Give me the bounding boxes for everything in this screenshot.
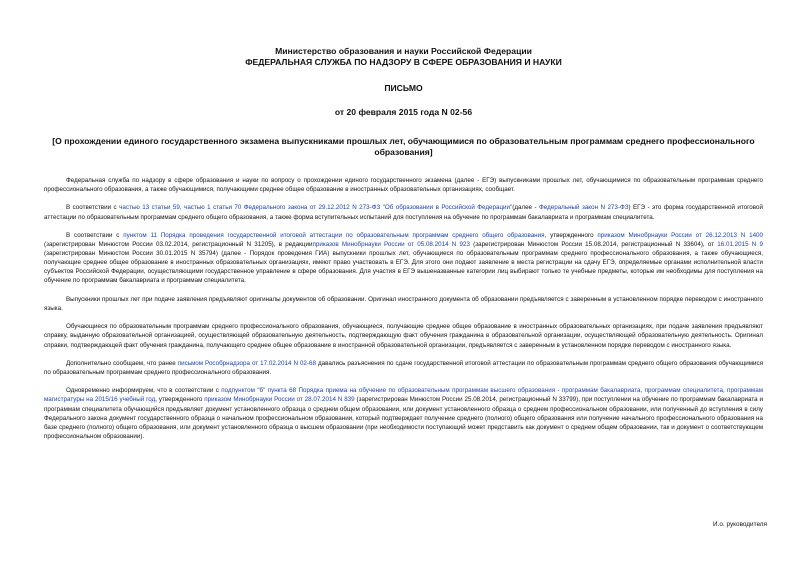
paragraph-text: , утвержденного	[544, 231, 598, 239]
paragraph-text: , утвержденного	[155, 396, 205, 404]
paragraph-text: давались разъяснения по сдаче государственной итоговой аттестации по образовательным программам среднего общего образования обучающимися по образовательным программам среднего профессионального образования.	[44, 359, 763, 376]
paragraph-text: (зарегистрирован Минюстом России 25.08.2014, регистрационный N 33799), при поступлении на обучение по программам бакалавриата и программам специалитета обучающийся предъявляет документ установленного образца о среднем общем образовании, или документ установленного образца о среднем профессиональном образовании, или полученный до вступления в силу Федерального закона документ государственного образца о начальном профессиональном образовании, который подтверждает получение среднего (полного) общего образования или получение начального профессионального образования на базе среднего (полного) общего образования, или документ установленного образца о высшем образовании (при необходимости поступающий может представить как документ о среднем общем образовании, так и документ о соответствующем профессиональном образовании).	[44, 396, 764, 440]
link-order-839[interactable]: приказом Минобрнауки России от 28.07.2014 N 839	[204, 396, 355, 404]
paragraph-7	[44, 386, 763, 441]
paragraph-3	[44, 231, 763, 286]
document-date-number: от 20 февраля 2015 года N 02-56	[334, 107, 473, 117]
document-title: [О прохождении единого государственного экзамена выпускниками прошлых лет, обучающимися по образовательным программам среднего профессионального образования]	[52, 136, 755, 157]
letter-body	[44, 176, 763, 441]
paragraph-text: Дополнительно сообщаем, что ранее	[66, 359, 178, 367]
link-letter-02-68[interactable]: письмом Рособрнадзора от 17.02.2014 N 02-68	[177, 359, 316, 367]
paragraph-4: Выпускники прошлых лет при подаче заявления предъявляют оригиналы документов об образовании. Оригинал иностранного документа об образовании предъявляется с заверенным в установленном порядке переводом с иностранного языка.	[44, 295, 763, 312]
paragraph-5: Обучающиеся по образовательным программам среднего профессионального образования, обучающиеся, получающие среднее общее образование в иностранных образовательных организациях, при подаче заявления предъявляют справку, выданную образовательной организацией, осуществляющей образовательную деятельность, подтверждающую факт обучения гражданина в образовательной организации, осуществляющей образовательную деятельность. Оригинал справки, подтверждающей факт обучения гражданина, получающего среднее общее образование в иностранной образовательной организации, предъявляется с заверенным в установленном порядке переводом с иностранного языка.	[44, 323, 763, 349]
paragraph-text: (зарегистрирован Минюстом России 03.02.2014, регистрационный N 31205), в редакции	[44, 241, 313, 249]
link-order-9[interactable]: 16.01.2015 N 9	[717, 241, 763, 249]
paragraph-text: (зарегистрирован Минюстом России 30.01.2015 N 35794) (далее - Порядок проведения ГИА) выпускники прошлых лет, обучающиеся по образовательным программам среднего профессионального образования, а также обучающиеся, получающие среднее общее образование в иностранных образовательных организациях, имеют право участвовать в ЕГЭ. Для этого они подают заявление в места регистрации на сдачу ЕГЭ, определяемые органами исполнительной власти субъектов Российской Федерации, осуществляющими государственное управление в сфере образования. Для участия в ЕГЭ вышеназванные категории лиц выбирают только те учебные предметы, которые им необходимы для поступления на обучение по программам бакалавриата и программам специалитета.	[44, 250, 763, 285]
link-admission-procedure-p68[interactable]: подпунктом "б" пункта 68 Порядка приема на обучение по образовательным программам высшего образования - программам бакалавриата, программам специалитета, программам магистратуры на 2015/16 учебный год	[44, 387, 763, 404]
paragraph-text: Одновременно информируем, что в соответствии с	[66, 387, 222, 395]
paragraph-6	[44, 359, 763, 377]
ministry-name: Министерство образования и науки Российской Федерации	[275, 46, 532, 56]
link-law-273[interactable]: Федеральный закон N 273-ФЗ	[539, 204, 629, 212]
paragraph-text: В соответствии с	[66, 204, 120, 212]
link-order-1400[interactable]: приказом Минобрнауки России от 26.12.2013 N 1400	[597, 231, 764, 239]
document-type: ПИСЬМО	[384, 83, 423, 93]
signature-title: И.о. руководителя	[713, 521, 767, 528]
letter-header	[44, 0, 763, 117]
paragraph-text: В соответствии с	[66, 231, 124, 239]
paragraph-text: ) ЕГЭ - это форма государственной итоговой аттестации по образовательным программам среднего общего образования, а также форма вступительных испытаний для поступления на обучение по программам бакалавриата и программам специалитета.	[44, 204, 763, 221]
link-gia-procedure-p11[interactable]: пунктом 11 Порядка проведения государственной итоговой аттестации по образовательным программам среднего общего образования	[123, 231, 545, 239]
paragraph-text: (зарегистрирован Минюстом России 15.08.2014, регистрационный N 33604), от	[469, 241, 718, 249]
link-law-273-articles[interactable]: частью 13 статьи 59, частью 1 статьи 70 Федерального закона от 29.12.2012 N 273-ФЗ "Об образовании в Российской Федерации"	[119, 204, 513, 212]
link-order-923[interactable]: приказов Минобрнауки России от 05.08.2014 N 923	[312, 241, 470, 249]
paragraph-2	[44, 203, 763, 221]
paragraph-text: (далее -	[512, 204, 540, 212]
agency-name: ФЕДЕРАЛЬНАЯ СЛУЖБА ПО НАДЗОРУ В СФЕРЕ ОБРАЗОВАНИЯ И НАУКИ	[245, 57, 562, 67]
paragraph-1: Федеральная служба по надзору в сфере образования и науки по вопросу о прохождении единого государственного экзамена (далее - ЕГЭ) выпускниками прошлых лет, обучающимися по образовательным программам среднего профессионального образования, а также обучающимися, получающими среднее общее образование в иностранных образовательных организациях, сообщает.	[44, 177, 763, 194]
